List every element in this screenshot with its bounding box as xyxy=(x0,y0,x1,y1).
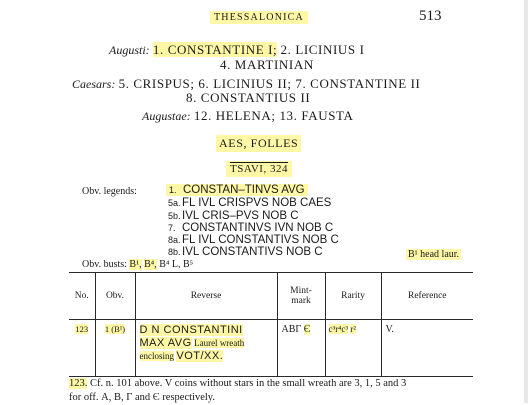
footnote-num: 123. xyxy=(69,378,88,389)
legend-8b-num: 8b. xyxy=(168,247,181,257)
col-reference: Reference xyxy=(381,273,473,320)
legend-1-text: CONSTAN–TINVS AVG xyxy=(183,184,305,196)
col-mintmark-1: Mint- xyxy=(290,286,312,296)
row-no: 123 xyxy=(75,324,89,334)
bust-note: B¹ head laur. xyxy=(408,249,460,260)
reverse-desc-2: enclosing xyxy=(139,351,174,361)
row-obv: 1 (B¹) xyxy=(104,324,126,334)
mint-abg: ΑΒΓ xyxy=(281,324,302,335)
rarity-2: r² xyxy=(350,324,356,334)
bust-b1: B¹, xyxy=(129,259,142,270)
cell-obv xyxy=(95,320,135,377)
augusti-label: Augusti: xyxy=(109,43,150,57)
cell-no xyxy=(69,320,95,377)
legend-5a xyxy=(168,197,331,209)
cell-reverse xyxy=(135,320,277,377)
legend-8a xyxy=(168,234,339,246)
legend-8b-text: IVL CONSTANTIVS NOB C xyxy=(182,246,323,258)
legend-8a-num: 8a. xyxy=(168,235,181,245)
col-mintmark-2: mark xyxy=(291,296,311,306)
legend-5b xyxy=(168,210,299,222)
mint-e: Є xyxy=(303,324,311,335)
augustae-line xyxy=(142,108,354,124)
page-number: 513 xyxy=(419,8,442,24)
mintmark-heading xyxy=(226,161,292,177)
legend-5a-text: FL IVL CRISPVS NOB CAES xyxy=(182,197,332,209)
legend-7-text: CONSTANTINVS IVN NOB C xyxy=(182,222,334,234)
cell-mint xyxy=(277,320,325,377)
mintmark-subtitle: TSAVI, 324 xyxy=(230,163,288,175)
reverse-legend-2: MAX AVG xyxy=(139,337,192,349)
bust-b4l-b5: B⁴ L, B⁵ xyxy=(159,259,194,270)
caesars-label: Caesars: xyxy=(72,77,116,91)
obv-legends-label: Obv. legends: xyxy=(82,186,137,197)
augustae-names: 12. HELENA; 13. FAUSTA xyxy=(193,108,354,123)
cell-reference: V. xyxy=(385,324,394,335)
bust-b4: B⁴, xyxy=(144,259,157,270)
legend-8b xyxy=(168,246,323,258)
table-row xyxy=(69,320,473,377)
reverse-vot: VOT/XX. xyxy=(176,350,224,362)
augusti-licinius: 2. LICINIUS I xyxy=(280,42,365,57)
running-title: THESSALONICA xyxy=(210,11,308,24)
legend-8a-text: FL IVL CONSTANTIVS NOB C xyxy=(182,234,339,246)
coin-table xyxy=(69,272,473,377)
augusti-line-2: 4. MARTINIAN xyxy=(220,57,314,72)
obv-busts-label: Obv. busts: xyxy=(82,259,127,270)
caesars-names: 5. CRISPUS; 6. LICINIUS II; 7. CONSTANTINE II xyxy=(118,76,421,91)
page-edge xyxy=(524,0,528,403)
legend-5b-text: IVL CRIS–PVS NOB C xyxy=(182,210,299,222)
reverse-desc-1: Laurel wreath xyxy=(194,338,245,348)
col-no: No. xyxy=(69,273,95,320)
section-title: AES, FOLLES xyxy=(216,135,301,152)
legend-7 xyxy=(168,222,333,234)
augustae-label: Augustae: xyxy=(142,109,191,123)
table-header-row xyxy=(69,273,473,320)
col-rarity: Rarity xyxy=(325,273,381,320)
augusti-line-1 xyxy=(109,42,365,58)
footnote-line-1: Cf. n. 101 above. V coins without stars in the small wreath are 3, 1, 5 and 3 xyxy=(90,378,407,389)
caesars-line-2: 8. CONSTANTIUS II xyxy=(186,90,311,105)
col-reverse: Reverse xyxy=(135,273,277,320)
rarity-1: c³r⁴c³ xyxy=(328,324,349,334)
legend-1 xyxy=(166,184,308,196)
col-obv: Obv. xyxy=(95,273,135,320)
legend-1-num: 1. xyxy=(169,185,177,195)
legend-7-num: 7. xyxy=(168,223,176,233)
legend-5a-num: 5a. xyxy=(168,198,181,208)
footnote-line-2: for off. Α, Β, Γ and Є respectively. xyxy=(69,392,215,403)
cell-rarity xyxy=(325,320,381,377)
augusti-constantine: 1. CONSTANTINE I; xyxy=(152,42,278,57)
col-mintmark xyxy=(277,273,325,320)
reverse-legend-1: D N CONSTANTINI xyxy=(139,324,243,336)
obv-busts-line xyxy=(82,259,193,270)
legend-5b-num: 5b. xyxy=(168,211,181,221)
footnote xyxy=(69,377,406,405)
